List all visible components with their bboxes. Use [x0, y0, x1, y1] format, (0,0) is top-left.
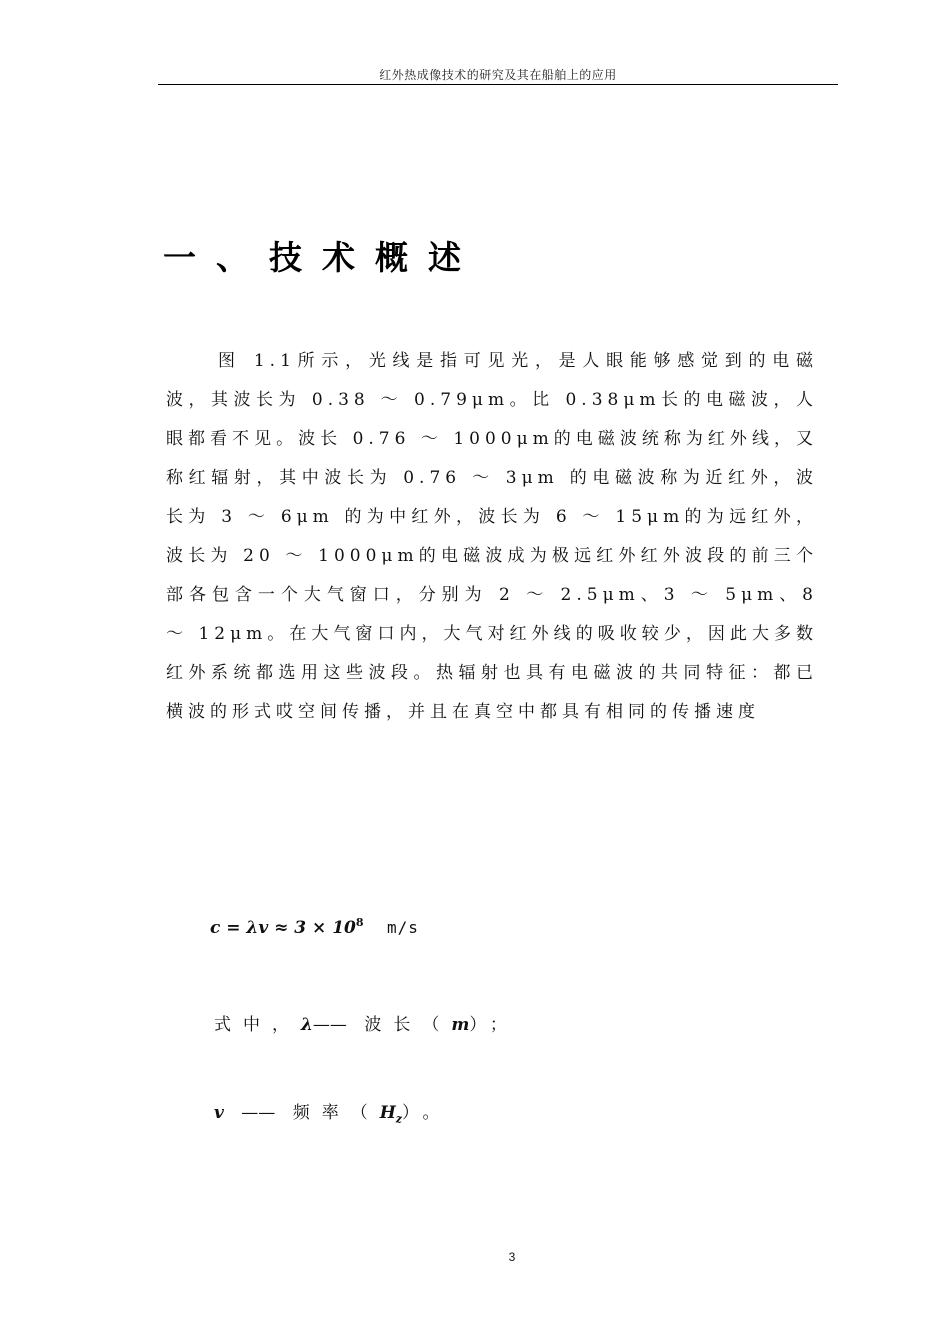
nu-unit: H	[379, 1103, 396, 1123]
body-paragraph: 图 1.1所示，光线是指可见光，是人眼能够感觉到的电磁波，其波长为 0.38 ～ 0.79μm。比 0.38μm长的电磁波，人眼都看不见。波长 0.76 ～ 1000μm的电磁波统称为红外线，又称红辐射，其中波长为 0.76 ～ 3μm 的电磁波称为近红外，波长为 3 ～ 6μm 的为中红外，波长为 6 ～ 15μm的为远红外，波长为 20 ～ 1000μm的电磁波成为极远红外红外波段的前三个部各包含一个大气窗口，分别为 2 ～ 2.5μm、3 ～ 5μm、8 ～ 12μm。在大气窗口内，大气对红外线的吸收较少，因此大多数红外系统都选用这些波段。热辐射也具有电磁波的共同特征：都已横波的形式哎空间传播，并且在真空中都具有相同的传播速度	[166, 351, 818, 722]
lambda-text: 波长（	[364, 1015, 452, 1035]
header-rule	[158, 84, 838, 85]
nu-unit-subscript: z	[395, 1112, 403, 1126]
lambda-symbol: λ	[301, 1015, 313, 1035]
definition-intro: 式中，	[214, 1015, 301, 1035]
running-header: 红外热成像技术的研究及其在船舶上的应用	[379, 68, 617, 82]
lambda-unit: m	[451, 1015, 470, 1035]
lambda-definition	[214, 1010, 519, 1035]
lambda-close: ）；	[469, 1015, 519, 1035]
nu-dash: ——	[241, 1103, 276, 1123]
lambda-dash: ——	[312, 1015, 347, 1035]
page-number: 3	[508, 1250, 516, 1264]
formula-lhs: c = λv ≈ 3 × 10	[210, 918, 356, 938]
nu-definition	[214, 1098, 452, 1125]
nu-symbol: v	[214, 1103, 224, 1123]
formula-exponent: 8	[355, 916, 364, 929]
speed-of-light-formula	[210, 916, 419, 938]
nu-close: ）。	[402, 1103, 452, 1123]
nu-text: 频率（	[292, 1103, 380, 1123]
chapter-title: 一、技术概述	[163, 238, 481, 277]
formula-unit: m/s	[386, 918, 419, 937]
